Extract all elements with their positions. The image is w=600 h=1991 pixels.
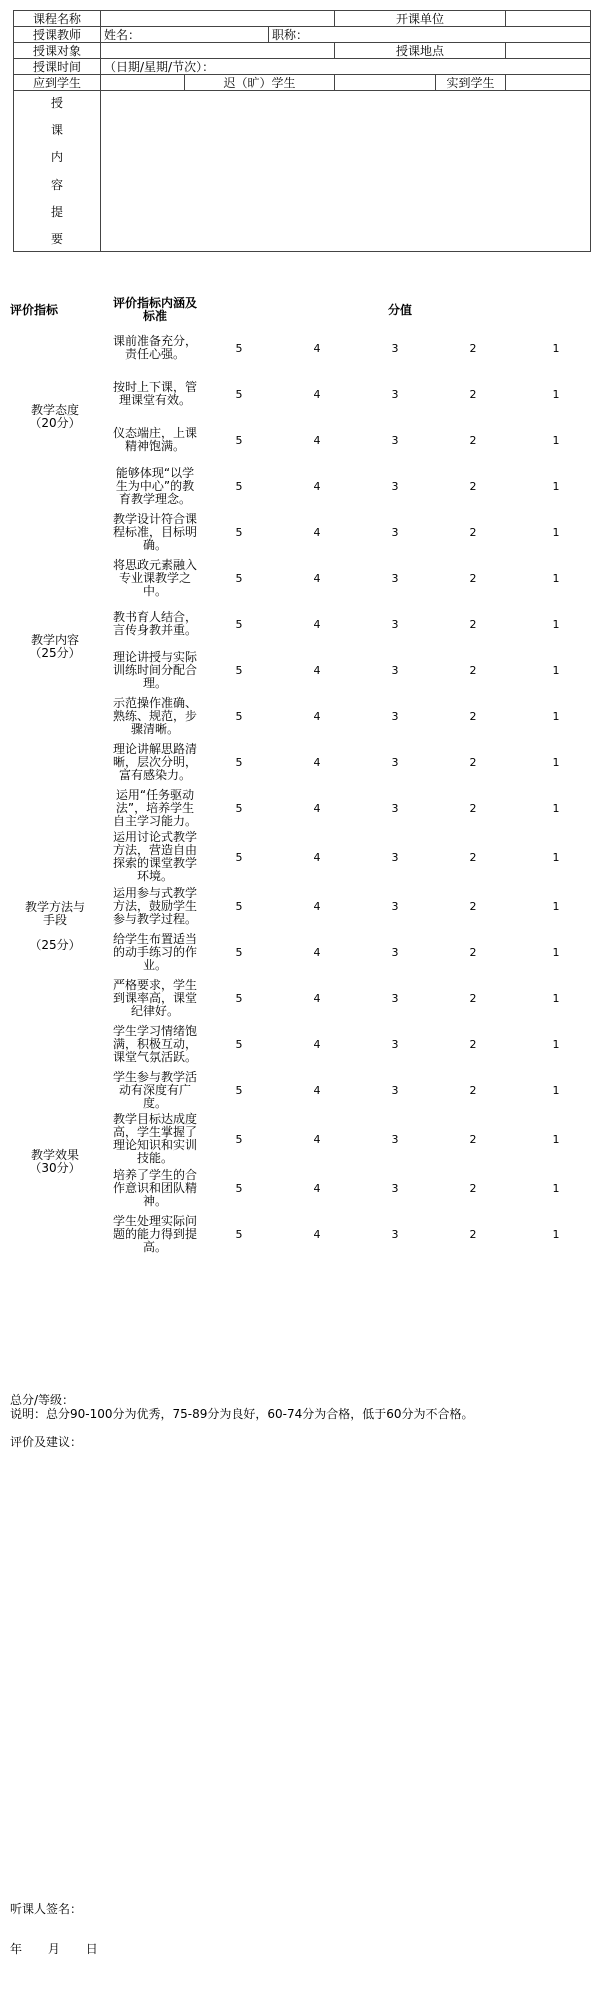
late-absent-label: 迟（旷）学生	[185, 75, 335, 91]
score-option[interactable]: 4	[313, 1037, 321, 1051]
score-option[interactable]: 3	[391, 387, 399, 401]
summary-char: 要	[50, 231, 63, 246]
score-option[interactable]: 4	[313, 1083, 321, 1097]
category-cell	[0, 1067, 110, 1257]
score-option[interactable]: 2	[469, 991, 477, 1005]
score-option[interactable]: 1	[552, 1083, 560, 1097]
score-option[interactable]: 2	[469, 571, 477, 585]
score-option[interactable]: 5	[235, 755, 243, 769]
time-hint: （日期/星期/节次）：	[104, 59, 215, 74]
category-name: 教学效果	[30, 1148, 79, 1162]
score-option[interactable]: 1	[552, 1181, 560, 1195]
score-option[interactable]: 5	[235, 850, 243, 864]
score-option[interactable]: 5	[235, 387, 243, 401]
score-option[interactable]: 5	[235, 991, 243, 1005]
teacher-label: 授课教师	[14, 27, 101, 43]
score-option[interactable]: 4	[313, 991, 321, 1005]
criterion-row	[0, 785, 600, 831]
evaluation-table	[0, 295, 600, 1257]
score-option[interactable]: 1	[552, 899, 560, 913]
criterion-text: 理论讲解思路清晰，层次分明，富有感染力。	[112, 741, 197, 782]
score-option[interactable]: 4	[313, 1227, 321, 1241]
score-option[interactable]: 3	[391, 801, 399, 815]
location-field[interactable]	[506, 43, 591, 59]
score-option[interactable]: 4	[313, 387, 321, 401]
score-option[interactable]: 3	[391, 433, 399, 447]
score-option[interactable]: 5	[235, 801, 243, 815]
score-option[interactable]: 4	[313, 755, 321, 769]
score-option[interactable]: 3	[391, 1132, 399, 1146]
criterion-text: 仪态端庄，上课精神饱满。	[112, 426, 197, 453]
score-option[interactable]: 1	[552, 525, 560, 539]
score-option[interactable]: 4	[313, 899, 321, 913]
criterion-text: 学生处理实际问题的能力得到提高。	[112, 1213, 197, 1254]
signature-label: 听课人签名：	[10, 1902, 83, 1916]
score-option[interactable]: 4	[313, 617, 321, 631]
audience-label: 授课对象	[14, 43, 101, 59]
score-option[interactable]: 1	[552, 663, 560, 677]
summary-char: 容	[50, 177, 63, 192]
score-option[interactable]: 2	[469, 663, 477, 677]
criterion-text: 按时上下课，管理课堂有效。	[112, 380, 197, 407]
criterion-text: 运用讨论式教学方法，营造自由探索的课堂教学环境。	[112, 830, 197, 883]
score-option[interactable]: 4	[313, 433, 321, 447]
location-label: 授课地点	[335, 43, 506, 59]
category-name: 教学方法与手段	[24, 899, 85, 927]
score-option[interactable]: 3	[391, 341, 399, 355]
course-info-table	[13, 10, 591, 252]
score-option[interactable]: 5	[235, 1037, 243, 1051]
score-option[interactable]: 1	[552, 945, 560, 959]
score-option[interactable]: 1	[552, 801, 560, 815]
score-option[interactable]: 3	[391, 525, 399, 539]
offering-unit-label: 开课单位	[335, 11, 506, 27]
score-option[interactable]: 2	[469, 433, 477, 447]
score-option[interactable]: 5	[235, 617, 243, 631]
score-option[interactable]: 3	[391, 1227, 399, 1241]
score-option[interactable]: 3	[391, 899, 399, 913]
criterion-text: 严格要求，学生到课率高，课堂纪律好。	[112, 977, 197, 1018]
score-option[interactable]: 1	[552, 341, 560, 355]
category-cell	[0, 785, 110, 1067]
present-students-field[interactable]	[506, 75, 591, 91]
score-option[interactable]: 3	[391, 991, 399, 1005]
comments-label: 评价及建议：	[10, 1435, 83, 1449]
score-option[interactable]: 4	[313, 801, 321, 815]
criterion-text: 教学设计符合课程标准，目标明确。	[112, 511, 197, 552]
score-option[interactable]: 2	[469, 1132, 477, 1146]
score-option[interactable]: 1	[552, 1227, 560, 1241]
expected-students-label: 应到学生	[14, 75, 101, 91]
evaluation-body	[0, 325, 600, 1257]
category-weight: （30分）	[29, 1161, 81, 1175]
score-option[interactable]: 1	[552, 991, 560, 1005]
total-score-line: 总分/等级：	[10, 1393, 75, 1407]
criterion-text: 培养了学生的合作意识和团队精神。	[112, 1167, 197, 1208]
score-option[interactable]: 3	[391, 945, 399, 959]
teacher-title-field[interactable]	[269, 27, 591, 43]
score-option[interactable]: 2	[469, 1227, 477, 1241]
score-option[interactable]: 2	[469, 1083, 477, 1097]
present-students-label: 实到学生	[436, 75, 506, 91]
criterion-text: 教学目标达成度高，学生掌握了理论知识和实训技能。	[112, 1112, 197, 1165]
criterion-text: 学生学习情绪饱满，积极互动，课堂气氛活跃。	[112, 1023, 197, 1064]
score-option[interactable]: 5	[235, 663, 243, 677]
time-field[interactable]	[101, 59, 591, 75]
score-option[interactable]: 5	[235, 571, 243, 585]
score-option[interactable]: 5	[235, 525, 243, 539]
score-option[interactable]: 5	[235, 709, 243, 723]
score-option[interactable]: 1	[552, 433, 560, 447]
score-option[interactable]: 4	[313, 1181, 321, 1195]
category-name: 教学内容	[30, 633, 79, 647]
score-option[interactable]: 4	[313, 525, 321, 539]
score-option[interactable]: 5	[235, 899, 243, 913]
score-option[interactable]: 4	[313, 709, 321, 723]
score-option[interactable]: 3	[391, 850, 399, 864]
score-option[interactable]: 2	[469, 1181, 477, 1195]
expected-students-field[interactable]	[101, 75, 185, 91]
criterion-text: 将思政元素融入专业课教学之中。	[112, 557, 197, 598]
course-name-field[interactable]	[101, 11, 335, 27]
score-option[interactable]: 3	[391, 617, 399, 631]
time-label: 授课时间	[14, 59, 101, 75]
score-option[interactable]: 1	[552, 1132, 560, 1146]
score-option[interactable]: 2	[469, 755, 477, 769]
criterion-text: 运用“任务驱动法”，培养学生自主学习能力。	[112, 787, 197, 828]
criterion-text: 学生参与教学活动有深度有广度。	[112, 1069, 197, 1110]
score-option[interactable]: 1	[552, 571, 560, 585]
criterion-text: 教书育人结合，言传身教并重。	[112, 610, 197, 637]
score-option[interactable]: 3	[391, 755, 399, 769]
score-option[interactable]: 2	[469, 709, 477, 723]
score-option[interactable]: 1	[552, 617, 560, 631]
score-option[interactable]: 2	[469, 479, 477, 493]
score-option[interactable]: 1	[552, 755, 560, 769]
score-option[interactable]: 5	[235, 945, 243, 959]
category-cell	[0, 509, 110, 785]
criterion-text: 课前准备充分，责任心强。	[112, 334, 197, 361]
col-criteria-header: 评价指标内涵及标准	[112, 296, 197, 323]
score-option[interactable]: 2	[469, 341, 477, 355]
date-month: 月	[47, 1942, 60, 1956]
score-option[interactable]: 1	[552, 387, 560, 401]
score-option[interactable]: 5	[235, 1181, 243, 1195]
criterion-text: 运用参与式教学方法，鼓励学生参与教学过程。	[112, 885, 197, 926]
score-option[interactable]: 4	[313, 850, 321, 864]
score-option[interactable]: 1	[552, 850, 560, 864]
score-option[interactable]: 3	[391, 1181, 399, 1195]
col-index-header: 评价指标	[10, 302, 59, 317]
score-option[interactable]: 4	[313, 663, 321, 677]
score-option[interactable]: 2	[469, 525, 477, 539]
date-year: 年	[10, 1942, 23, 1956]
comments-area[interactable]	[10, 1450, 590, 1890]
score-option[interactable]: 3	[391, 479, 399, 493]
audience-field[interactable]	[101, 43, 335, 59]
grading-note: 说明：总分90-100分为优秀，75-89分为良好，60-74分为合格，低于60分为不合格。	[10, 1407, 474, 1421]
score-option[interactable]: 1	[552, 1037, 560, 1051]
score-option[interactable]: 3	[391, 663, 399, 677]
score-option[interactable]: 4	[313, 945, 321, 959]
category-weight: （25分）	[29, 937, 81, 952]
score-option[interactable]: 2	[469, 899, 477, 913]
criterion-row	[0, 325, 600, 371]
category-cell	[0, 325, 110, 509]
score-option[interactable]: 1	[552, 479, 560, 493]
score-option[interactable]: 4	[313, 1132, 321, 1146]
summary-char: 内	[50, 150, 63, 165]
score-option[interactable]: 5	[235, 433, 243, 447]
score-option[interactable]: 2	[469, 945, 477, 959]
score-option[interactable]: 2	[469, 1037, 477, 1051]
score-option[interactable]: 3	[391, 571, 399, 585]
score-option[interactable]: 2	[469, 801, 477, 815]
score-option[interactable]: 3	[391, 1083, 399, 1097]
score-option[interactable]: 3	[391, 709, 399, 723]
criterion-text: 能够体现“以学生为中心”的教育教学理念。	[115, 465, 195, 506]
score-option[interactable]: 5	[235, 1227, 243, 1241]
score-option[interactable]: 4	[313, 341, 321, 355]
course-name-label: 课程名称	[14, 11, 101, 27]
score-option[interactable]: 2	[469, 387, 477, 401]
teacher-name-field[interactable]	[101, 27, 269, 43]
date-day: 日	[85, 1942, 98, 1956]
summary-char: 课	[50, 123, 63, 138]
late-absent-field[interactable]	[335, 75, 436, 91]
score-option[interactable]: 1	[552, 709, 560, 723]
score-option[interactable]: 4	[313, 479, 321, 493]
score-option[interactable]: 5	[235, 341, 243, 355]
score-option[interactable]: 4	[313, 571, 321, 585]
category-name: 教学态度	[30, 403, 79, 417]
criterion-row	[0, 509, 600, 555]
offering-unit-field[interactable]	[506, 11, 591, 27]
score-option[interactable]: 5	[235, 1083, 243, 1097]
criterion-row	[0, 1067, 600, 1113]
summary-label	[14, 91, 101, 252]
criterion-text: 示范操作准确、熟练、规范，步骤清晰。	[112, 695, 197, 736]
summary-field[interactable]	[101, 91, 591, 252]
title-label: 职称：	[272, 27, 309, 42]
criterion-text: 理论讲授与实际训练时间分配合理。	[112, 649, 197, 690]
col-score-header: 分值	[388, 302, 413, 317]
category-weight: （20分）	[29, 416, 81, 430]
criterion-text: 给学生布置适当的动手练习的作业。	[112, 931, 197, 972]
score-option[interactable]: 5	[235, 1132, 243, 1146]
summary-char: 提	[50, 204, 63, 219]
score-option[interactable]: 2	[469, 850, 477, 864]
category-weight: （25分）	[29, 646, 81, 660]
score-option[interactable]: 3	[391, 1037, 399, 1051]
name-label: 姓名：	[104, 27, 141, 42]
date-line	[10, 1940, 120, 1957]
score-option[interactable]: 2	[469, 617, 477, 631]
summary-char: 授	[50, 96, 63, 110]
score-option[interactable]: 5	[235, 479, 243, 493]
